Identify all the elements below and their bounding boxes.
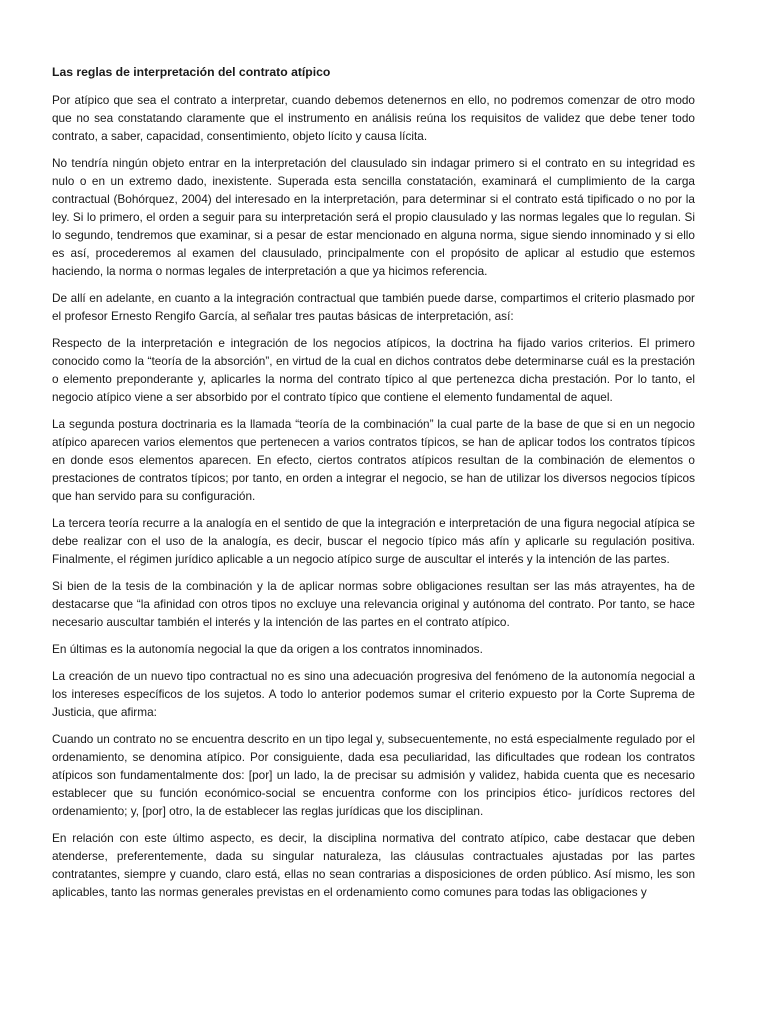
paragraph-teoria-combinacion: La segunda postura doctrinaria es la llamada “teoría de la combinación” la cual parte de la base de que si en un negocio atípico aparecen varios elementos que pertenecen a varios contratos típicos, se han de aplicar todos los contratos típicos en donde esos elementos aparecen. En efecto, ciertos contratos atípicos resultan de la combinación de elementos o prestaciones de contratos típicos; por tanto, en orden a integrar el negocio, se han de utilizar los diversos negocios típicos que han servido para su configuración. — [52, 417, 695, 503]
paragraph-disciplina-normativa: En relación con este último aspecto, es decir, la disciplina normativa del contrato atípico, cabe destacar que deben atenderse, preferentemente, dada su singular naturaleza, las cláusulas contractuales ajustadas por las partes contratantes, siempre y cuando, claro está, ellas no sean contrarias a disposiciones de orden público. Así mismo, les son aplicables, tanto las normas generales previstas en el ordenamiento como comunes para todas las obligaciones y — [52, 831, 695, 899]
paragraph-autonomia: En últimas es la autonomía negocial la que da origen a los contratos innominados. — [52, 642, 483, 656]
paragraph-clausulado: No tendría ningún objeto entrar en la interpretación del clausulado sin indagar primero si el contrato en su integridad es nulo o en un extremo dado, inexistente. Superada esta sencilla constatación, examinará el cumplimiento de la carga contractual (Bohórquez, 2004) del interesado en la interpretación, para determinar si el contrato está tipificado o no por la ley. Si lo primero, el orden a seguir para su interpretación será el propio clausulado y las normas legales que lo regulan. Si lo segundo, tendremos que examinar, si a pesar de estar mencionado en alguna norma, sigue siendo innominado y si ello es así, procederemos al examen del clausulado, principalmente con el propósito de aplicar al estudio que estemos haciendo, la norma o normas legales de interpretación a que ya hicimos referencia. — [52, 156, 695, 278]
document-title: Las reglas de interpretación del contrato atípico — [52, 65, 331, 79]
paragraph-validez: Por atípico que sea el contrato a interpretar, cuando debemos detenernos en ello, no podremos comenzar de otro modo que no sea constatando claramente que el instrumento en análisis reúna los requisitos de validez que debe tener todo contrato, a saber, capacidad, consentimiento, objeto lícito y causa lícita. — [52, 93, 695, 143]
document-body — [52, 63, 695, 910]
paragraph-teoria-analogia: La tercera teoría recurre a la analogía en el sentido de que la integración e interpretación de una figura negocial atípica se debe realizar con el uso de la analogía, es decir, buscar el negocio típico más afín y aplicarle su regulación positiva. Finalmente, el régimen jurídico aplicable a un negocio atípico surge de auscultar el interés y la intención de las partes. — [52, 516, 695, 566]
paragraph-corte-suprema: Cuando un contrato no se encuentra descrito en un tipo legal y, subsecuentemente, no está especialmente regulado por el ordenamiento, se denomina atípico. Por consiguiente, dada esa peculiaridad, las dificultades que rodean los contratos atípicos son fundamentalmente dos: [por] un lado, la de precisar su admisión y validez, habida cuenta que es necesario establecer que su función económico-social se encuentra conforme con los principios ético- jurídicos rectores del ordenamiento; y, [por] otro, la de establecer las reglas jurídicas que los disciplinan. — [52, 732, 695, 818]
paragraph-afinidad: Si bien de la tesis de la combinación y la de aplicar normas sobre obligaciones resultan ser las más atrayentes, ha de destacarse que “la afinidad con otros tipos no excluye una relevancia original y autónoma del contrato. Por tanto, se hace necesario auscultar también el interés y la intención de las partes en el contrato atípico. — [52, 579, 695, 629]
paragraph-nuevo-tipo: La creación de un nuevo tipo contractual no es sino una adecuación progresiva del fenómeno de la autonomía negocial a los intereses específicos de los sujetos. A todo lo anterior podemos sumar el criterio expuesto por la Corte Suprema de Justicia, que afirma: — [52, 669, 695, 719]
paragraph-integracion: De allí en adelante, en cuanto a la integración contractual que también puede darse, compartimos el criterio plasmado por el profesor Ernesto Rengifo García, al señalar tres pautas básicas de interpretación, así: — [52, 291, 695, 323]
paragraph-teoria-absorcion: Respecto de la interpretación e integración de los negocios atípicos, la doctrina ha fijado varios criterios. El primero conocido como la “teoría de la absorción”, en virtud de la cual en dichos contratos debe determinarse cuál es la prestación o elemento preponderante y, aplicarles la norma del contrato típico al que pertenezca dicha prestación. Por lo tanto, el negocio atípico viene a ser absorbido por el contrato típico que contiene el elemento fundamental de aquel. — [52, 336, 695, 404]
